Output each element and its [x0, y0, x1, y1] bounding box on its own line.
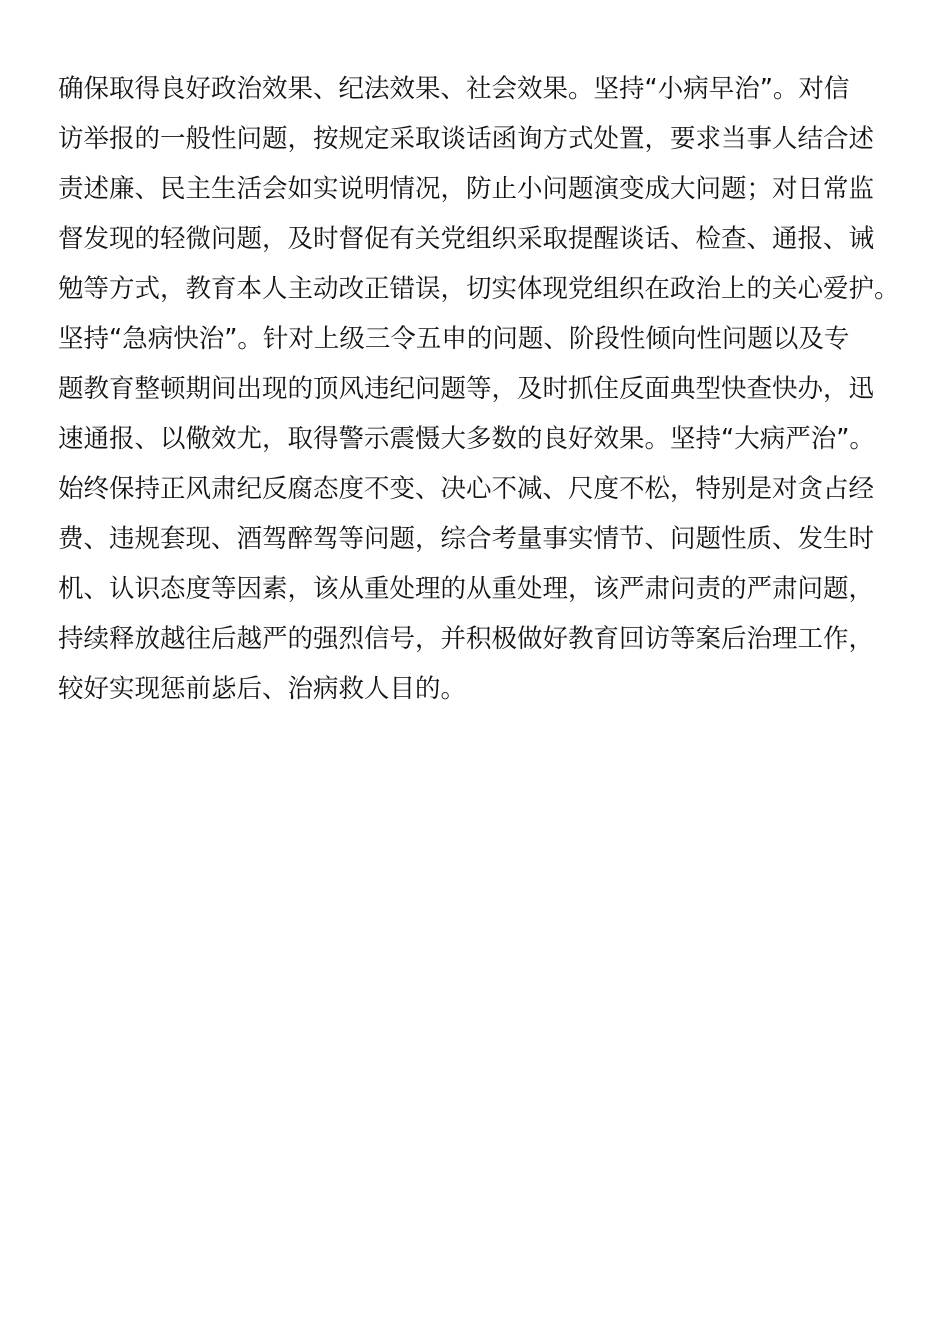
- body-paragraph: [58, 64, 898, 714]
- text-line: 勉等方式，教育本人主动改正错误，切实体现党组织在政治上的关心爱护。: [58, 274, 900, 304]
- text-line: 机、认识态度等因素，该从重处理的从重处理，该严肃问责的严肃问题，: [58, 574, 875, 604]
- text-line: 速通报、以儆效尤，取得警示震慑大多数的良好效果。坚持“大病严治”。: [58, 424, 875, 454]
- text-line: 始终保持正风肃纪反腐态度不变、决心不减、尺度不松，特别是对贪占经: [58, 474, 875, 504]
- text-line: 题教育整顿期间出现的顶风违纪问题等，及时抓住反面典型快查快办，迅: [58, 374, 875, 404]
- text-line: 坚持“急病快治”。针对上级三令五申的问题、阶段性倾向性问题以及专: [58, 324, 850, 354]
- text-line: 访举报的一般性问题，按规定采取谈话函询方式处置，要求当事人结合述: [58, 124, 875, 154]
- text-line: 确保取得良好政治效果、纪法效果、社会效果。坚持“小病早治”。对信: [58, 74, 850, 104]
- text-line: 费、违规套现、酒驾醉驾等问题，综合考量事实情节、问题性质、发生时: [58, 524, 875, 554]
- text-line: 责述廉、民主生活会如实说明情况，防止小问题演变成大问题；对日常监: [58, 174, 875, 204]
- text-line: 持续释放越往后越严的强烈信号，并积极做好教育回访等案后治理工作，: [58, 624, 875, 654]
- text-line: 督发现的轻微问题，及时督促有关党组织采取提醒谈话、检查、通报、诫: [58, 224, 875, 254]
- text-line: 较好实现惩前毖后、治病救人目的。: [58, 674, 467, 704]
